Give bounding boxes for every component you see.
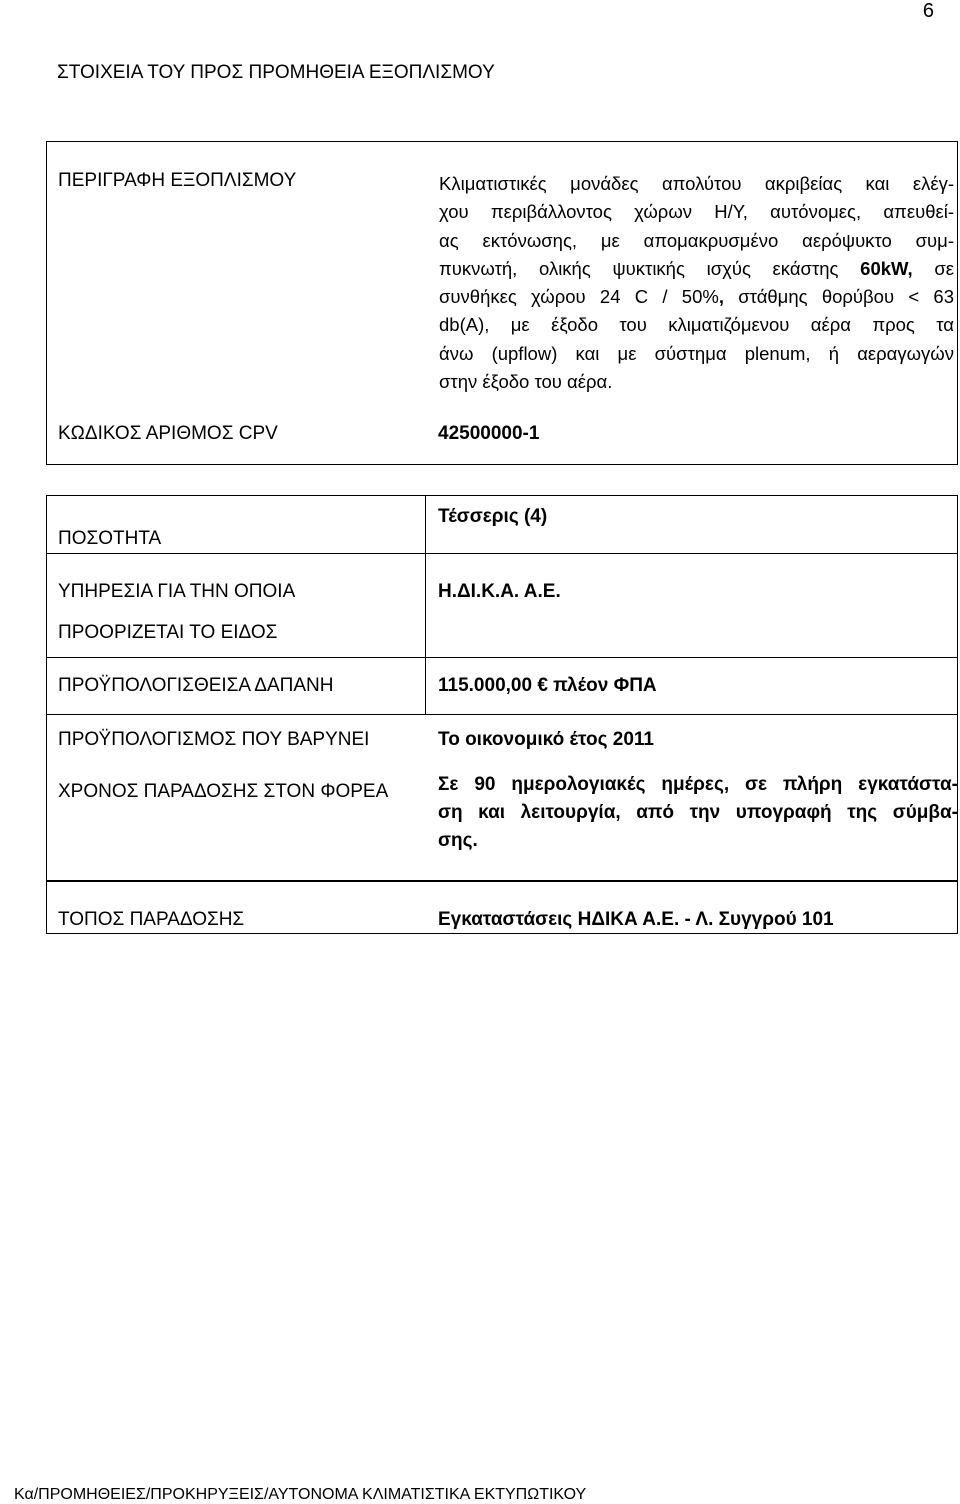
cpv-label: ΚΩΔΙΚΟΣ ΑΡΙΘΜΟΣ CPV: [58, 423, 278, 444]
column-divider: [425, 495, 426, 715]
budget-value: 115.000,00 € πλέον ΦΠΑ: [438, 675, 657, 696]
budget-label: ΠΡΟΫΠΟΛΟΓΙΣΘΕΙΣΑ ΔΑΠΑΝΗ: [58, 675, 334, 696]
description-line: συνθήκες χώρου 24 C / 50%, στάθμης θορύβου < 63: [439, 286, 954, 308]
delivery-line: σης.: [438, 830, 478, 851]
service-label: ΠΡΟΟΡΙΖΕΤΑΙ ΤΟ ΕΙΔΟΣ: [58, 622, 278, 643]
description-text: [439, 170, 954, 396]
delivery-line: Σε 90 ημερολογιακές ημέρες, σε πλήρη εγκατάστα-: [438, 774, 958, 795]
row-divider: [47, 714, 957, 715]
description-line: πυκνωτή, ολικής ψυκτικής ισχύς εκάστης 60kW, σε: [439, 257, 954, 279]
cpv-value: 42500000-1: [438, 423, 540, 444]
description-line: Κλιματιστικές μονάδες απολύτου ακριβείας και ελέγ-: [439, 173, 954, 194]
description-line: db(A), με έξοδο του κλιματιζόμενου αέρα προς τα: [439, 314, 954, 336]
power-value: 60kW,: [860, 257, 913, 279]
description-label: ΠΕΡΙΓΡΑΦΗ ΕΞΟΠΛΙΣΜΟΥ: [58, 170, 297, 191]
description-line: χου περιβάλλοντος χώρων Η/Υ, αυτόνομες, απευθεί-: [439, 201, 954, 223]
service-value: Η.ΔΙ.Κ.Α. Α.Ε.: [438, 581, 561, 602]
quantity-label: ΠΟΣΟΤΗΤΑ: [58, 528, 162, 549]
delivery-time-value: [438, 771, 958, 855]
footer-path: Κα/ΠΡΟΜΗΘΕΙΕΣ/ΠΡΟΚΗΡΥΞΕΙΣ/ΑΥΤΟΝΟΜΑ ΚΛΙΜΑΤΙΣΤΙΚΑ ΕΚΤΥΠΩΤΙΚΟΥ: [14, 1486, 587, 1503]
service-label: ΥΠΗΡΕΣΙΑ ΓΙΑ ΤΗΝ ΟΠΟΙΑ: [58, 581, 296, 602]
page-number: 6: [922, 0, 934, 22]
quantity-value: Τέσσερις (4): [438, 506, 548, 527]
row-divider: [47, 657, 957, 658]
description-line: στην έξοδο του αέρα.: [439, 371, 613, 393]
delivery-time-label: ΧΡΟΝΟΣ ΠΑΡΑΔΟΣΗΣ ΣΤΟΝ ΦΟΡΕΑ: [58, 781, 389, 802]
section-heading: ΣΤΟΙΧΕΙΑ ΤΟΥ ΠΡΟΣ ΠΡΟΜΗΘΕΙΑ ΕΞΟΠΛΙΣΜΟΥ: [57, 62, 495, 83]
charged-budget-value: Το οικονομικό έτος 2011: [438, 729, 654, 750]
delivery-line: ση και λειτουργία, από την υπογραφή της σύμβα-: [438, 802, 958, 823]
row-divider: [47, 553, 957, 554]
description-line: ας εκτόνωσης, με απομακρυσμένο αερόψυκτο συμ-: [439, 229, 954, 251]
delivery-place-label: ΤΟΠΟΣ ΠΑΡΑΔΟΣΗΣ: [58, 909, 245, 930]
description-line: άνω (upflow) και με σύστημα plenum, ή αεραγωγών: [439, 342, 954, 364]
delivery-place-value: Εγκαταστάσεις ΗΔΙΚΑ Α.Ε. - Λ. Συγγρού 101: [438, 909, 834, 930]
charged-budget-label: ΠΡΟΫΠΟΛΟΓΙΣΜΟΣ ΠΟΥ ΒΑΡΥΝΕΙ: [58, 729, 370, 750]
